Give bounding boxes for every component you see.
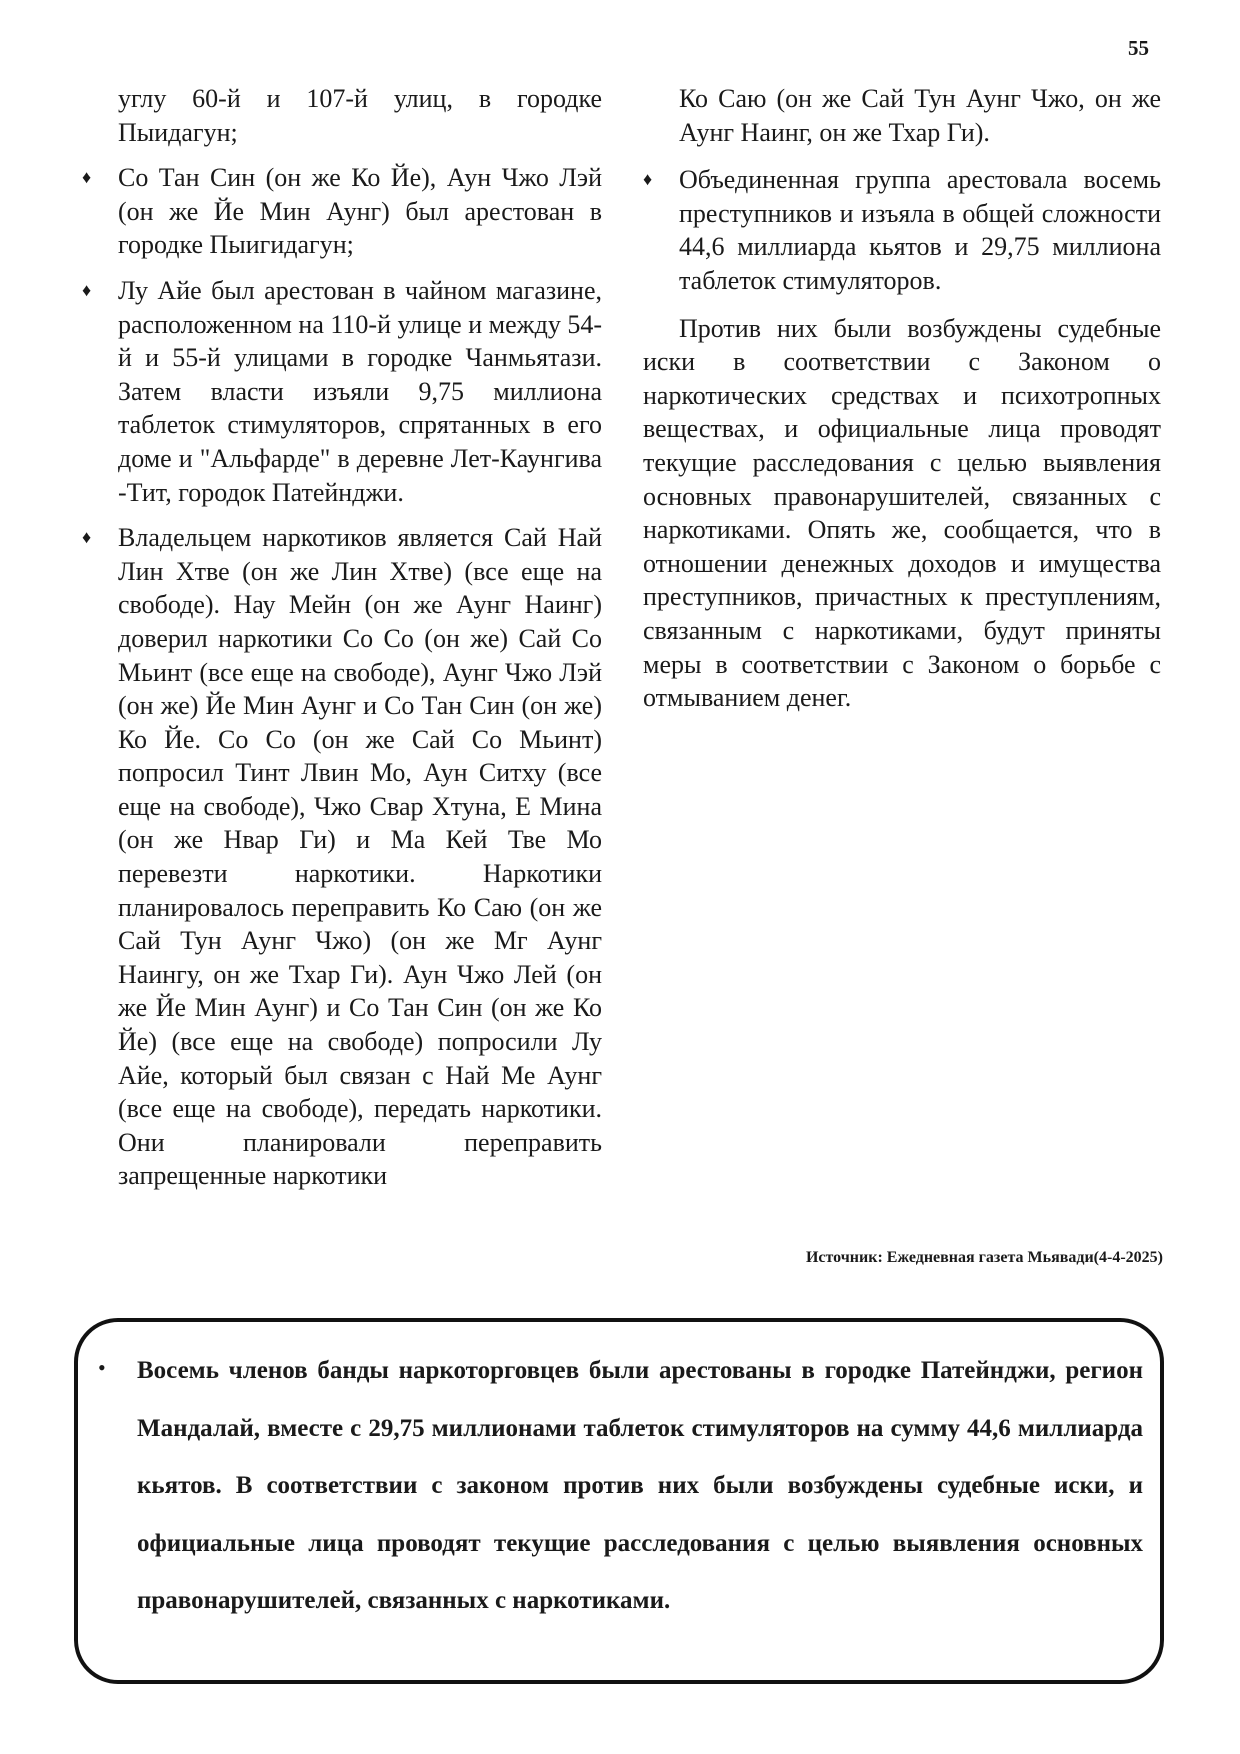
right-body-paragraph: Против них были возбуждены судебные иски в соответствии с Законом о наркотических средствах и психотропных веществах, и официальные лица проводят текущие расследования с целью выявления основных правонарушителей, связанных с наркотиками. Опять же, сообщается, что в отношении денежных доходов и имущества преступников, причастных к преступлениям, связанным с наркотиками, будут приняты меры в соответствии с Законом о борьбе с отмыванием денег.: [643, 313, 1161, 713]
right-continuation-paragraph: Ко Саю (он же Сай Тун Аунг Чжо, он же Аунг Наинг, он же Тхар Ги).: [679, 84, 1161, 147]
summary-text: Восемь членов банды наркоторговцев были арестованы в городке Патейнджи, регион Мандалай, вместе с 29,75 миллионами таблеток стимуляторов на сумму 44,6 миллиарда кьятов. В соответствии с законом против них были возбуждены судебные иски, и официальные лица проводят текущие расследования с целью выявления основных правонарушителей, связанных с наркотиками.: [137, 1357, 1143, 1614]
left-column: [82, 82, 602, 1193]
left-continuation-paragraph: углу 60-й и 107-й улиц, в городке Пыидагун;: [118, 84, 602, 147]
diamond-bullet-icon: ♦: [643, 169, 653, 190]
diamond-bullet-icon: ♦: [82, 279, 92, 300]
page-number: 55: [1128, 36, 1149, 60]
right-bullet-text: Объединенная группа арестовала восемь преступников и изъяла в общей сложности 44,6 миллиарда кьятов и 29,75 миллиона таблеток стимуляторов.: [679, 165, 1161, 295]
diamond-bullet-icon: ♦: [82, 167, 92, 188]
left-bullet-item: [82, 274, 602, 509]
left-bullet-item: [82, 161, 602, 262]
diamond-bullet-icon: ♦: [82, 527, 92, 548]
right-column: [643, 82, 1161, 715]
left-bullet-text: Лу Айе был арестован в чайном магазине, расположенном на 110-й улице и между 54-й и 55-й улицами в городке Чанмьятази. Затем власти изъяли 9,75 миллиона таблеток стимуляторов, спрятанных в его доме и "Альфарде" в деревне Лет-Каунгива -Тит, городок Патейнджи.: [118, 275, 602, 507]
left-bullet-text: Со Тан Син (он же Ко Йе), Аун Чжо Лэй (он же Йе Мин Аунг) был арестован в городке Пыигидагун;: [118, 163, 602, 260]
left-bullet-item: [82, 521, 602, 1193]
summary-box: [74, 1318, 1164, 1684]
source-citation: Источник: Ежедневная газета Мьявади(4-4-2025): [805, 1249, 1163, 1266]
round-bullet-icon: •: [98, 1355, 106, 1380]
right-bullet-item: [643, 163, 1161, 297]
left-bullet-text: Владельцем наркотиков является Сай Най Лин Хтве (он же Лин Хтве) (все еще на свободе). Нау Мейн (он же Аунг Наинг) доверил наркотики Со Со (он же) Сай Со Мьинт (все еще на свободе), Аунг Чжо Лэй (он же) Йе Мин Аунг и Со Тан Син (он же) Ко Йе. Со Со (он же Сай Со Мьинт) попросил Тинт Лвин Мо, Аун Ситху (все еще на свободе), Чжо Свар Хтуна, Е Мина (он же Нвар Ги) и Ма Кей Тве Мо перевезти наркотики. Наркотики планировалось переправить Ко Саю (он же Сай Тун Аунг Чжо) (он же Мг Аунг Наингу, он же Тхар Ги). Аун Чжо Лей (он же Йе Мин Аунг) и Со Тан Син (он же Ко Йе) (все еще на свободе) попросили Лу Айе, который был связан с Най Ме Аунг (все еще на свободе), передать наркотики. Они планировали переправить запрещенные наркотики: [118, 523, 602, 1191]
